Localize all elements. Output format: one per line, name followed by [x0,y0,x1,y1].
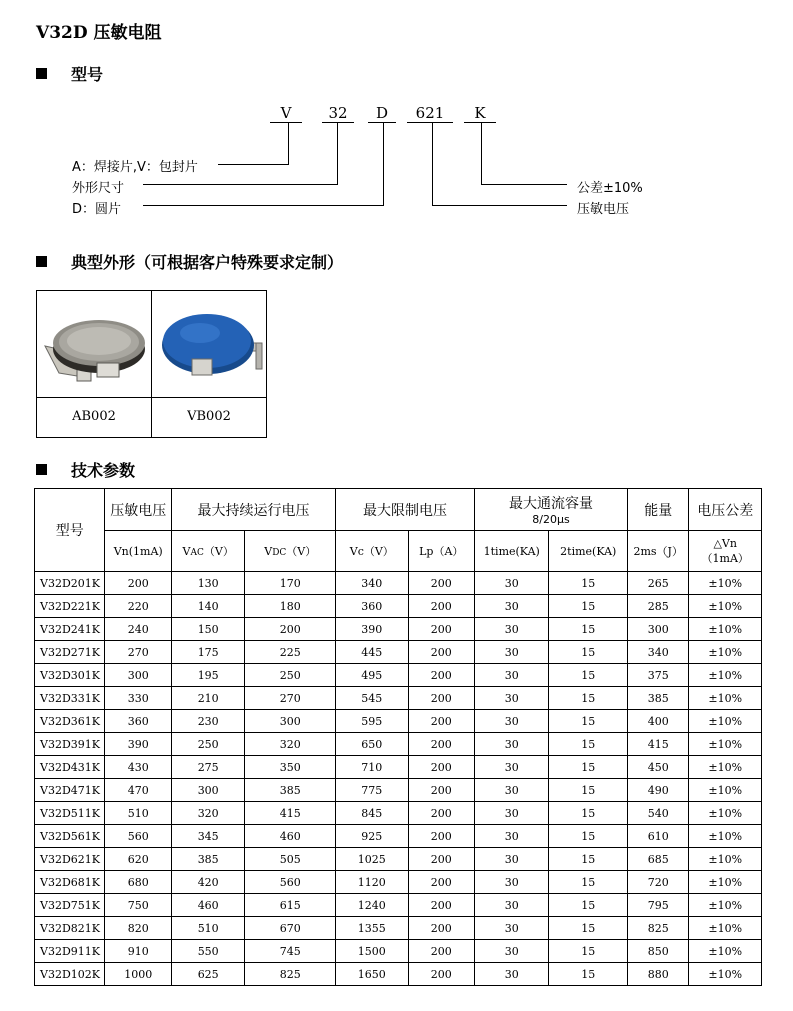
table-cell: 270 [105,641,171,664]
table-cell: ±10% [689,595,762,618]
col-header-tolerance: 电压公差 [689,489,762,531]
table-row [35,641,762,664]
cell-model: V32D751K [35,894,105,917]
table-row [35,871,762,894]
table-cell: 1355 [336,917,408,940]
col-header-max-operating: 最大持续运行电压 [171,489,335,531]
cell-model: V32D471K [35,779,105,802]
table-cell: 445 [336,641,408,664]
section-heading-shape [36,250,343,273]
table-cell: ±10% [689,733,762,756]
table-cell: 240 [105,618,171,641]
code-char-size: 32 [328,104,348,122]
table-cell: ±10% [689,963,762,986]
cell-model: V32D201K [35,572,105,595]
table-cell: 340 [336,572,408,595]
table-cell: 745 [245,940,336,963]
table-cell: 210 [171,687,245,710]
table-row [35,756,762,779]
table-cell: 350 [245,756,336,779]
table-cell: 200 [105,572,171,595]
col-header-varistor-voltage: 压敏电压 [105,489,171,531]
code-underline [270,122,302,123]
cell-model: V32D511K [35,802,105,825]
table-cell: 200 [408,756,474,779]
section-heading-params [36,458,135,481]
table-cell: 710 [336,756,408,779]
connector-line [337,122,338,185]
cell-model: V32D331K [35,687,105,710]
table-cell: 720 [628,871,689,894]
table-cell: 200 [408,595,474,618]
table-cell: 30 [474,756,549,779]
section-heading-model [36,62,103,85]
table-cell: 1025 [336,848,408,871]
table-cell: 670 [245,917,336,940]
cell-model: V32D102K [35,963,105,986]
connector-line [432,205,567,206]
table-cell: 15 [549,664,628,687]
table-cell: 775 [336,779,408,802]
table-cell: ±10% [689,848,762,871]
table-cell: 15 [549,894,628,917]
table-cell: 825 [245,963,336,986]
col-header-energy: 能量 [628,489,689,531]
subheader-tolerance [689,531,762,572]
table-cell: 595 [336,710,408,733]
table-cell: 250 [171,733,245,756]
table-cell: 300 [171,779,245,802]
table-cell: 200 [408,572,474,595]
table-cell: 415 [245,802,336,825]
table-cell: 495 [336,664,408,687]
code-underline [407,122,453,123]
table-cell: 345 [171,825,245,848]
table-cell: 450 [628,756,689,779]
table-cell: 680 [105,871,171,894]
table-cell: 30 [474,871,549,894]
table-cell: 15 [549,756,628,779]
table-cell: 560 [245,871,336,894]
table-cell: ±10% [689,779,762,802]
col-header-max-surge-sub: 8/20μs [532,513,570,526]
photo-vb002 [152,291,266,398]
table-cell: 625 [171,963,245,986]
table-cell: 200 [408,733,474,756]
subheader-vac-sub: AC [190,548,204,558]
table-cell: 200 [408,710,474,733]
table-cell: 30 [474,825,549,848]
table-cell: 195 [171,664,245,687]
table-row [35,618,762,641]
table-cell: 415 [628,733,689,756]
connector-line [383,122,384,206]
square-bullet-icon [36,464,47,475]
cell-model: V32D561K [35,825,105,848]
table-cell: 340 [628,641,689,664]
table-cell: ±10% [689,871,762,894]
table-cell: 200 [408,848,474,871]
table-cell: 200 [408,963,474,986]
col-header-max-surge-text: 最大通流容量 [509,496,593,512]
table-row [35,963,762,986]
table-cell: 220 [105,595,171,618]
code-char-series: V [280,104,292,122]
table-cell: 30 [474,710,549,733]
table-cell: 615 [245,894,336,917]
subheader-vdc [245,531,336,572]
legend-type: D：圆片 [72,202,122,217]
code-char-tolerance: K [474,104,486,122]
cell-model: V32D431K [35,756,105,779]
table-cell: 1120 [336,871,408,894]
cell-model: V32D221K [35,595,105,618]
table-cell: 375 [628,664,689,687]
table-cell: 15 [549,595,628,618]
cell-model: V32D821K [35,917,105,940]
photo-caption: AB002 [72,409,116,424]
coated-varistor-image [152,291,266,397]
table-cell: ±10% [689,687,762,710]
table-cell: ±10% [689,618,762,641]
connector-line [481,122,482,185]
cell-model: V32D241K [35,618,105,641]
table-cell: 430 [105,756,171,779]
table-cell: 650 [336,733,408,756]
spec-table [34,488,762,986]
table-cell: ±10% [689,572,762,595]
page-title: V32D 压敏电阻 [36,23,162,43]
connector-line [218,164,289,165]
table-cell: 400 [628,710,689,733]
connector-line [143,184,338,185]
table-cell: 15 [549,618,628,641]
table-cell: 685 [628,848,689,871]
cell-model: V32D681K [35,871,105,894]
table-cell: 200 [408,641,474,664]
table-cell: 560 [105,825,171,848]
code-char-voltage: 621 [415,104,445,122]
table-cell: 15 [549,963,628,986]
table-cell: 795 [628,894,689,917]
table-cell: 545 [336,687,408,710]
table-cell: 320 [171,802,245,825]
table-cell: 230 [171,710,245,733]
table-cell: 200 [408,940,474,963]
table-cell: 200 [408,917,474,940]
table-subheader-row [35,531,762,572]
table-cell: 15 [549,779,628,802]
table-cell: 15 [549,848,628,871]
table-cell: 30 [474,664,549,687]
subheader-vdc-sub: DC [272,548,287,558]
table-cell: 30 [474,963,549,986]
legend-voltage: 压敏电压 [577,202,630,217]
table-cell: 15 [549,710,628,733]
cell-model: V32D271K [35,641,105,664]
table-cell: 910 [105,940,171,963]
table-cell: 30 [474,848,549,871]
subheader-one-time: 1time(KA) [474,531,549,572]
table-cell: 390 [336,618,408,641]
photo-cell-vb002 [152,291,266,437]
soldered-varistor-image [37,291,151,397]
table-cell: 150 [171,618,245,641]
table-cell: 540 [628,802,689,825]
table-row [35,595,762,618]
subheader-two-time: 2time(KA) [549,531,628,572]
table-header-row [35,489,762,531]
table-cell: 15 [549,733,628,756]
table-cell: 320 [245,733,336,756]
table-cell: 140 [171,595,245,618]
table-cell: 200 [408,664,474,687]
table-row [35,894,762,917]
table-cell: 200 [408,894,474,917]
cell-model: V32D621K [35,848,105,871]
subheader-tolerance-line1: △Vn [713,536,737,550]
table-cell: 390 [105,733,171,756]
table-cell: 300 [105,664,171,687]
table-cell: 925 [336,825,408,848]
table-cell: 15 [549,825,628,848]
subheader-vac [171,531,245,572]
table-cell: 385 [171,848,245,871]
subheader-vc: Vc（V） [336,531,408,572]
table-cell: 30 [474,733,549,756]
table-cell: 1000 [105,963,171,986]
spec-table-body [35,572,762,986]
table-cell: ±10% [689,664,762,687]
table-cell: 200 [408,779,474,802]
subheader-tolerance-line2: （1mA） [701,551,749,565]
cell-model: V32D361K [35,710,105,733]
table-cell: 15 [549,802,628,825]
table-cell: 285 [628,595,689,618]
table-cell: 820 [105,917,171,940]
table-cell: 15 [549,687,628,710]
legend-series: A：焊接片,V：包封片 [72,160,198,175]
table-row [35,572,762,595]
table-cell: 850 [628,940,689,963]
table-cell: 15 [549,940,628,963]
table-cell: ±10% [689,756,762,779]
table-row [35,664,762,687]
table-cell: 200 [408,871,474,894]
table-cell: 510 [105,802,171,825]
table-cell: 610 [628,825,689,848]
table-cell: 360 [336,595,408,618]
table-cell: 15 [549,641,628,664]
table-cell: 360 [105,710,171,733]
table-cell: 460 [245,825,336,848]
shape-photo-table [36,290,267,438]
subheader-vdc-unit: （V） [286,545,317,558]
subheader-vn: Vn(1mA) [105,531,171,572]
table-row [35,779,762,802]
table-cell: 30 [474,618,549,641]
table-cell: ±10% [689,940,762,963]
table-cell: 270 [245,687,336,710]
table-cell: 200 [408,802,474,825]
table-row [35,687,762,710]
table-cell: 175 [171,641,245,664]
table-cell: 300 [245,710,336,733]
table-cell: 200 [408,825,474,848]
table-row [35,825,762,848]
table-cell: 130 [171,572,245,595]
table-cell: 505 [245,848,336,871]
subheader-lp: Lp（A） [408,531,474,572]
table-cell: 620 [105,848,171,871]
table-cell: 1650 [336,963,408,986]
subheader-vac-unit: （V） [203,545,234,558]
table-cell: 15 [549,871,628,894]
table-cell: 180 [245,595,336,618]
table-cell: 750 [105,894,171,917]
table-cell: 30 [474,894,549,917]
table-cell: 550 [171,940,245,963]
table-cell: 300 [628,618,689,641]
table-row [35,848,762,871]
table-cell: ±10% [689,710,762,733]
connector-line [288,122,289,165]
table-cell: 30 [474,940,549,963]
code-underline [368,122,396,123]
table-cell: 385 [245,779,336,802]
connector-line [481,184,567,185]
table-cell: 265 [628,572,689,595]
table-cell: 200 [245,618,336,641]
photo-ab002 [37,291,151,398]
table-cell: 30 [474,572,549,595]
table-cell: 385 [628,687,689,710]
table-cell: 200 [408,618,474,641]
table-cell: 30 [474,802,549,825]
table-row [35,802,762,825]
table-cell: 845 [336,802,408,825]
section-heading-params-text: 技术参数 [71,461,136,480]
connector-line [432,122,433,206]
table-cell: 1500 [336,940,408,963]
section-heading-shape-text: 典型外形（可根据客户特殊要求定制） [71,253,344,272]
table-cell: 15 [549,917,628,940]
table-cell: 30 [474,779,549,802]
table-cell: 1240 [336,894,408,917]
table-cell: ±10% [689,641,762,664]
table-cell: 330 [105,687,171,710]
code-underline [464,122,496,123]
table-row [35,710,762,733]
col-header-max-surge [474,489,627,531]
code-char-type: D [375,104,389,122]
table-cell: 225 [245,641,336,664]
subheader-energy-unit: 2ms（J） [628,531,689,572]
table-row [35,940,762,963]
table-cell: 30 [474,917,549,940]
table-cell: 460 [171,894,245,917]
table-cell: 490 [628,779,689,802]
legend-tolerance: 公差±10% [577,181,643,196]
table-cell: ±10% [689,802,762,825]
table-cell: 250 [245,664,336,687]
code-underline [322,122,354,123]
table-cell: ±10% [689,825,762,848]
table-cell: 825 [628,917,689,940]
table-cell: 880 [628,963,689,986]
square-bullet-icon [36,256,47,267]
table-cell: 275 [171,756,245,779]
table-cell: 510 [171,917,245,940]
table-cell: 170 [245,572,336,595]
subheader-vdc-main: V [264,545,273,558]
col-header-model: 型号 [35,489,105,572]
table-row [35,917,762,940]
table-cell: 30 [474,641,549,664]
table-cell: ±10% [689,917,762,940]
cell-model: V32D911K [35,940,105,963]
table-cell: ±10% [689,894,762,917]
table-cell: 470 [105,779,171,802]
col-header-max-clamp: 最大限制电压 [336,489,475,531]
subheader-vac-main: V [182,545,191,558]
legend-size: 外形尺寸 [72,181,125,196]
photo-cell-ab002 [37,291,152,437]
cell-model: V32D301K [35,664,105,687]
square-bullet-icon [36,68,47,79]
photo-caption: VB002 [187,409,231,424]
connector-line [143,205,384,206]
table-cell: 420 [171,871,245,894]
section-heading-model-text: 型号 [71,65,104,84]
table-row [35,733,762,756]
table-cell: 30 [474,687,549,710]
table-cell: 200 [408,687,474,710]
table-cell: 15 [549,572,628,595]
cell-model: V32D391K [35,733,105,756]
table-cell: 30 [474,595,549,618]
